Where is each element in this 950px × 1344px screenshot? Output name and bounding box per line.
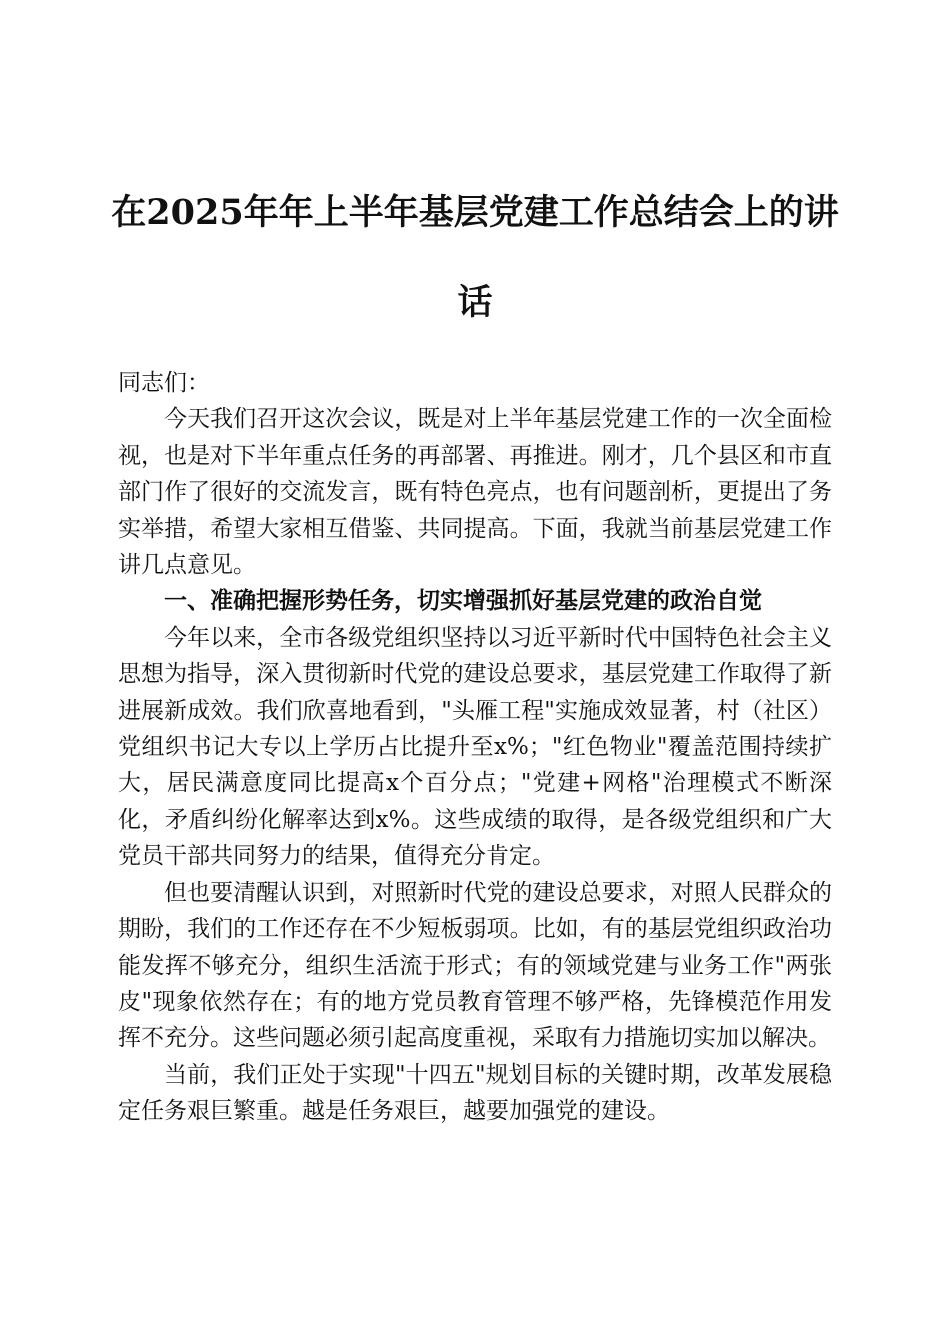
document-body — [118, 365, 832, 1130]
document-title: 在2025年年上半年基层党建工作总结会上的讲话 — [111, 192, 839, 323]
section-paragraph-1: 今年以来，全市各级党组织坚持以习近平新时代中国特色社会主义思想为指导，深入贯彻新时代党的建设总要求，基层党建工作取得了新进展新成效。我们欣喜地看到，"头雁工程"实施成效显著，村（社区）党组织书记大专以上学历占比提升至x%；"红色物业"覆盖范围持续扩大，居民满意度同比提高x个百分点；"党建+网格"治理模式不断深化，矛盾纠纷化解率达到x%。这些成绩的取得，是各级党组织和广大党员干部共同努力的结果，值得充分肯定。 — [118, 624, 832, 870]
section-paragraph-3: 当前，我们正处于实现"十四五"规划目标的关键时期，改革发展稳定任务艰巨繁重。越是任务艰巨，越要加强党的建设。 — [118, 1061, 832, 1125]
salutation: 同志们： — [118, 370, 210, 396]
section-paragraph-2: 但也要清醒认识到，对照新时代党的建设总要求，对照人民群众的期盼，我们的工作还存在不少短板弱项。比如，有的基层党组织政治功能发挥不够充分，组织生活流于形式；有的领域党建与业务工作"两张皮"现象依然存在；有的地方党员教育管理不够严格，先锋模范作用发挥不充分。这些问题必须引起高度重视，采取有力措施切实加以解决。 — [118, 879, 832, 1052]
section-heading: 一、准确把握形势任务，切实增强抓好基层党建的政治自觉 — [164, 588, 762, 615]
intro-paragraph: 今天我们召开这次会议，既是对上半年基层党建工作的一次全面检视，也是对下半年重点任务的再部署、再推进。刚才，几个县区和市直部门作了很好的交流发言，既有特色亮点，也有问题剖析，更提出了务实举措，希望大家相互借鉴、共同提高。下面，我就当前基层党建工作讲几点意见。 — [118, 406, 832, 579]
